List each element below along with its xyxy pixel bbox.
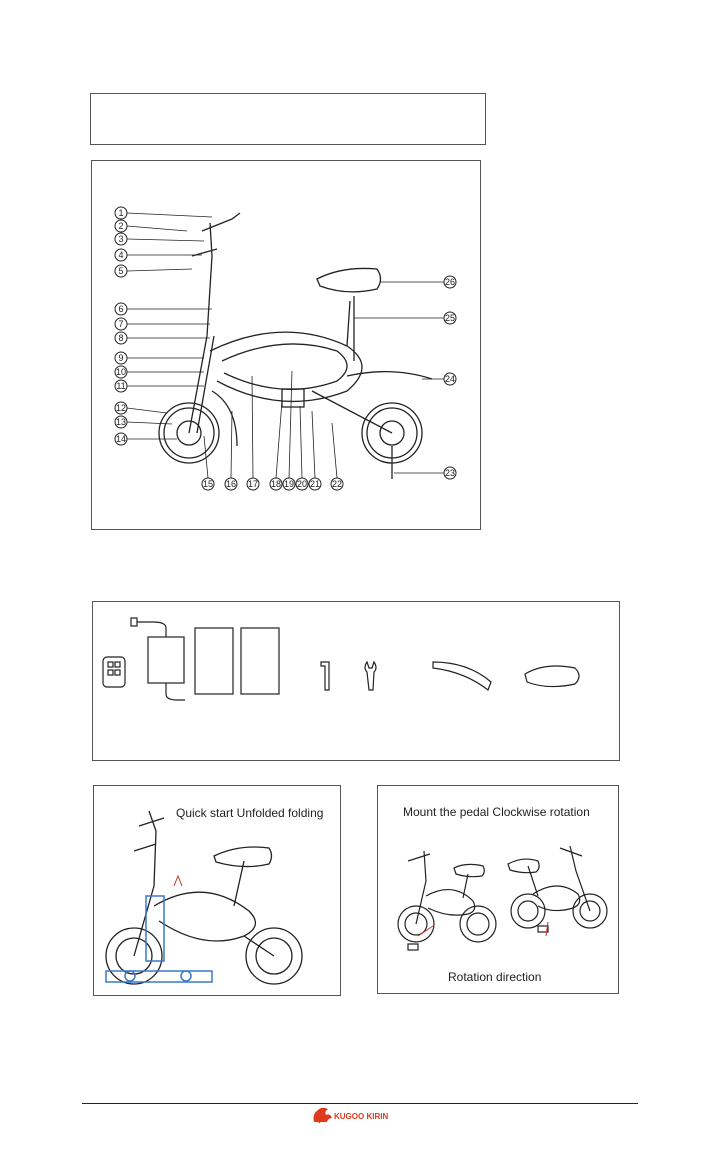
callout-label: 4 (118, 250, 124, 260)
hex-key-icon (321, 662, 329, 690)
callout-22 (331, 423, 343, 490)
quick-start-caption: Quick start Unfolded folding (176, 806, 324, 820)
callout-label: 1 (118, 208, 124, 218)
callout-17 (247, 376, 259, 490)
charger-icon (131, 618, 185, 700)
callout-label: 12 (115, 403, 127, 413)
key-fob-icon (103, 657, 125, 687)
callout-label: 6 (118, 304, 124, 314)
brand-logo (310, 1104, 390, 1126)
warranty-card-icon (241, 628, 279, 694)
brand-name: KUGOO KIRIN (334, 1112, 389, 1121)
pedal-bike-right (508, 846, 607, 932)
quick-start-svg (94, 786, 340, 995)
callout-label: 15 (202, 479, 214, 489)
callout-24 (422, 373, 456, 385)
callout-12 (115, 402, 167, 414)
callout-label: 8 (118, 333, 124, 343)
manual-card-icon (195, 628, 233, 694)
callout-2 (115, 220, 187, 232)
callout-group (115, 207, 456, 490)
callout-label: 24 (444, 374, 456, 384)
callout-10 (115, 366, 204, 378)
callout-label: 2 (118, 221, 124, 231)
callout-8 (115, 332, 210, 344)
callout-label: 13 (115, 417, 127, 427)
callout-label: 26 (444, 277, 456, 287)
callout-7 (115, 318, 210, 330)
bike-parts-diagram (91, 160, 481, 530)
callout-label: 3 (118, 234, 124, 244)
callout-label: 25 (444, 313, 456, 323)
callout-label: 18 (270, 479, 282, 489)
callout-16 (225, 411, 237, 490)
callout-label: 19 (283, 479, 295, 489)
fender-icon (433, 662, 491, 690)
quick-start-panel (93, 785, 341, 996)
callout-15 (202, 436, 214, 490)
wrench-icon (365, 662, 376, 690)
dragon-logo-icon (310, 1104, 390, 1126)
accessories-svg (93, 602, 619, 760)
callout-3 (115, 233, 204, 245)
mount-pedal-panel (377, 785, 619, 994)
callout-18 (270, 401, 282, 490)
callout-label: 10 (115, 367, 127, 377)
mount-pedal-caption: Mount the pedal Clockwise rotation (403, 805, 590, 819)
callout-label: 20 (296, 479, 308, 489)
bike-parts-svg (92, 161, 480, 529)
callout-label: 21 (309, 479, 321, 489)
callout-25 (354, 312, 456, 324)
callout-label: 22 (331, 479, 343, 489)
callout-label: 16 (225, 479, 237, 489)
accessories-panel (92, 601, 620, 761)
callout-4 (115, 249, 202, 261)
callout-6 (115, 303, 212, 315)
callout-label: 23 (444, 468, 456, 478)
callout-26 (380, 276, 456, 288)
callout-5 (115, 265, 192, 277)
callout-label: 14 (115, 434, 127, 444)
callout-23 (394, 467, 456, 479)
saddle-icon (525, 666, 579, 687)
callout-20 (296, 406, 308, 490)
callout-label: 17 (247, 479, 259, 489)
callout-14 (115, 433, 177, 445)
callout-label: 11 (116, 381, 126, 391)
arrow-up-icon (174, 876, 182, 886)
rotation-caption: Rotation direction (448, 970, 542, 984)
callout-label: 5 (118, 266, 124, 276)
callout-label: 7 (118, 319, 124, 329)
callout-11 (115, 380, 204, 392)
pedal-bike-left (398, 851, 496, 950)
callout-1 (115, 207, 212, 219)
mount-pedal-svg (378, 786, 618, 993)
callout-9 (115, 352, 204, 364)
title-box (90, 93, 486, 145)
callout-21 (309, 411, 321, 490)
callout-label: 9 (118, 353, 124, 363)
